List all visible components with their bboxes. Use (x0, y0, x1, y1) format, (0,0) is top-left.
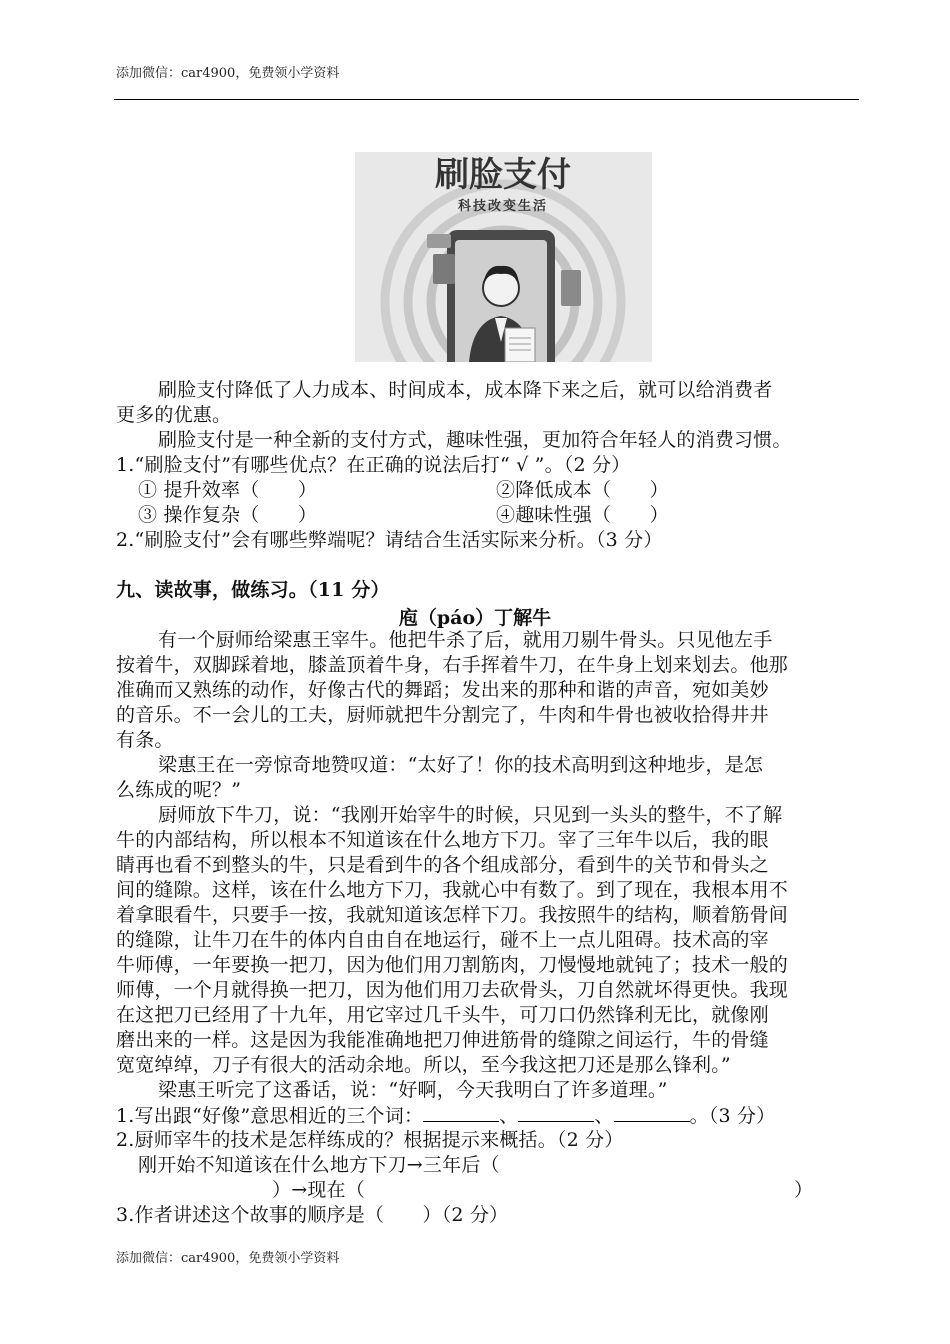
paragraph-line: 刷脸支付降低了人力成本、时间成本，成本降下来之后，就可以给消费者 (158, 379, 773, 401)
section-heading: 九、读故事，做练习。（11 分） (116, 579, 390, 601)
question-9-2-hint-cont[interactable]: ）→现在（ (272, 1179, 365, 1201)
question-9-2-hint[interactable]: 刚开始不知道该在什么地方下刀→三年后（ (138, 1154, 500, 1176)
separator: 、 (499, 1105, 519, 1127)
story-line: 着拿眼看牛，只要手一按，我就知道该怎样下刀。我按照牛的结构，顺着筋骨间 (116, 904, 789, 926)
story-line: 梁惠王在一旁惊奇地赞叹道：“太好了！你的技术高明到这种地步，是怎 (158, 754, 764, 776)
answer-blank-3[interactable] (614, 1103, 690, 1122)
option-3[interactable]: ③ 操作复杂（ ） (138, 504, 318, 526)
story-line: 按着牛，双脚踩着地，膝盖顶着牛身，右手挥着牛刀，在牛身上划来划去。他那 (116, 654, 789, 676)
story-line: 梁惠王听完了这番话，说：“好啊，今天我明白了许多道理。” (158, 1079, 668, 1101)
story-line: 么练成的呢？” (116, 779, 242, 801)
question-9-2-close-paren: ） (794, 1179, 814, 1201)
story-line: 的音乐。不一会儿的工夫，厨师就把牛分割完了，牛肉和牛骨也被收拾得井井 (116, 704, 769, 726)
face-pay-poster (355, 152, 652, 362)
page-footer: 添加微信：car4900，免费领小学资料 (116, 1251, 340, 1266)
answer-blank-1[interactable] (423, 1103, 499, 1122)
story-line: 厨师放下牛刀，说：“我刚开始宰牛的时候，只见到一头头的整牛，不了解 (158, 804, 783, 826)
story-line: 准确而又熟练的动作，好像古代的舞蹈；发出来的那种和谐的声音，宛如美妙 (116, 679, 769, 701)
question-2: 2.“刷脸支付”会有哪些弊端呢？请结合生活实际来分析。（3 分） (116, 529, 663, 551)
story-line: 磨出来的一样。这是因为我能准确地把刀伸进筋骨的缝隙之间运行，牛的骨缝 (116, 1029, 769, 1051)
story-title: 庖（páo）丁解牛 (398, 607, 552, 629)
story-line: 宽宽绰绰，刀子有很大的活动余地。所以，至今我这把刀还是那么锋利。” (116, 1054, 731, 1076)
story-line: 师傅，一个月就得换一把刀，因为他们用刀去砍骨头，刀自然就坏得更快。我现 (116, 979, 789, 1001)
question-1: 1.“刷脸支付”有哪些优点？在正确的说法后打“ √ ”。（2 分） (116, 454, 631, 476)
paragraph-line: 刷脸支付是一种全新的支付方式，趣味性强，更加符合年轻人的消费习惯。 (158, 429, 792, 451)
page-header: 添加微信：car4900，免费领小学资料 (116, 66, 340, 81)
separator: 、 (594, 1105, 614, 1127)
paragraph-line: 更多的优惠。 (116, 404, 232, 426)
option-4[interactable]: ④趣味性强（ ） (496, 504, 669, 526)
option-2[interactable]: ②降低成本（ ） (496, 479, 669, 501)
story-line: 有一个厨师给梁惠王宰牛。他把牛杀了后，就用刀剔牛骨头。只见他左手 (158, 629, 773, 651)
option-1[interactable]: ① 提升效率（ ） (138, 479, 318, 501)
story-line: 间的缝隙。这样，该在什么地方下刀，我就心中有数了。到了现在，我根本用不 (116, 879, 789, 901)
story-line: 牛师傅，一年要换一把刀，因为他们用刀割筋肉，刀慢慢地就钝了；技术一般的 (116, 954, 789, 976)
question-9-1-prompt: 1.写出跟“好像”意思相近的三个词： (116, 1105, 424, 1127)
story-line: 在这把刀已经用了十九年，用它宰过几千头牛，可刀口仍然锋利无比，就像刚 (116, 1004, 769, 1026)
poster-title: 刷脸支付 (435, 155, 571, 195)
story-line: 的缝隙，让牛刀在牛的体内自由自在地运行，碰不上一点儿阻碍。技术高的宰 (116, 929, 769, 951)
answer-blank-2[interactable] (518, 1103, 594, 1122)
poster-subtitle: 科技改变生活 (457, 199, 549, 214)
story-line: 牛的内部结构，所以根本不知道该在什么地方下刀。宰了三年牛以后，我的眼 (116, 829, 769, 851)
question-9-2: 2.厨师宰牛的技术是怎样练成的？根据提示来概括。（2 分） (116, 1129, 624, 1151)
story-line: 有条。 (116, 729, 174, 751)
question-9-3[interactable]: 3.作者讲述这个故事的顺序是（ ）（2 分） (116, 1204, 509, 1226)
question-9-1 (116, 1103, 775, 1129)
question-9-1-score: 。（3 分） (689, 1105, 776, 1127)
header-divider (114, 99, 859, 100)
story-line: 睛再也看不到整头的牛，只是看到牛的各个组成部分，看到牛的关节和骨头之 (116, 854, 769, 876)
